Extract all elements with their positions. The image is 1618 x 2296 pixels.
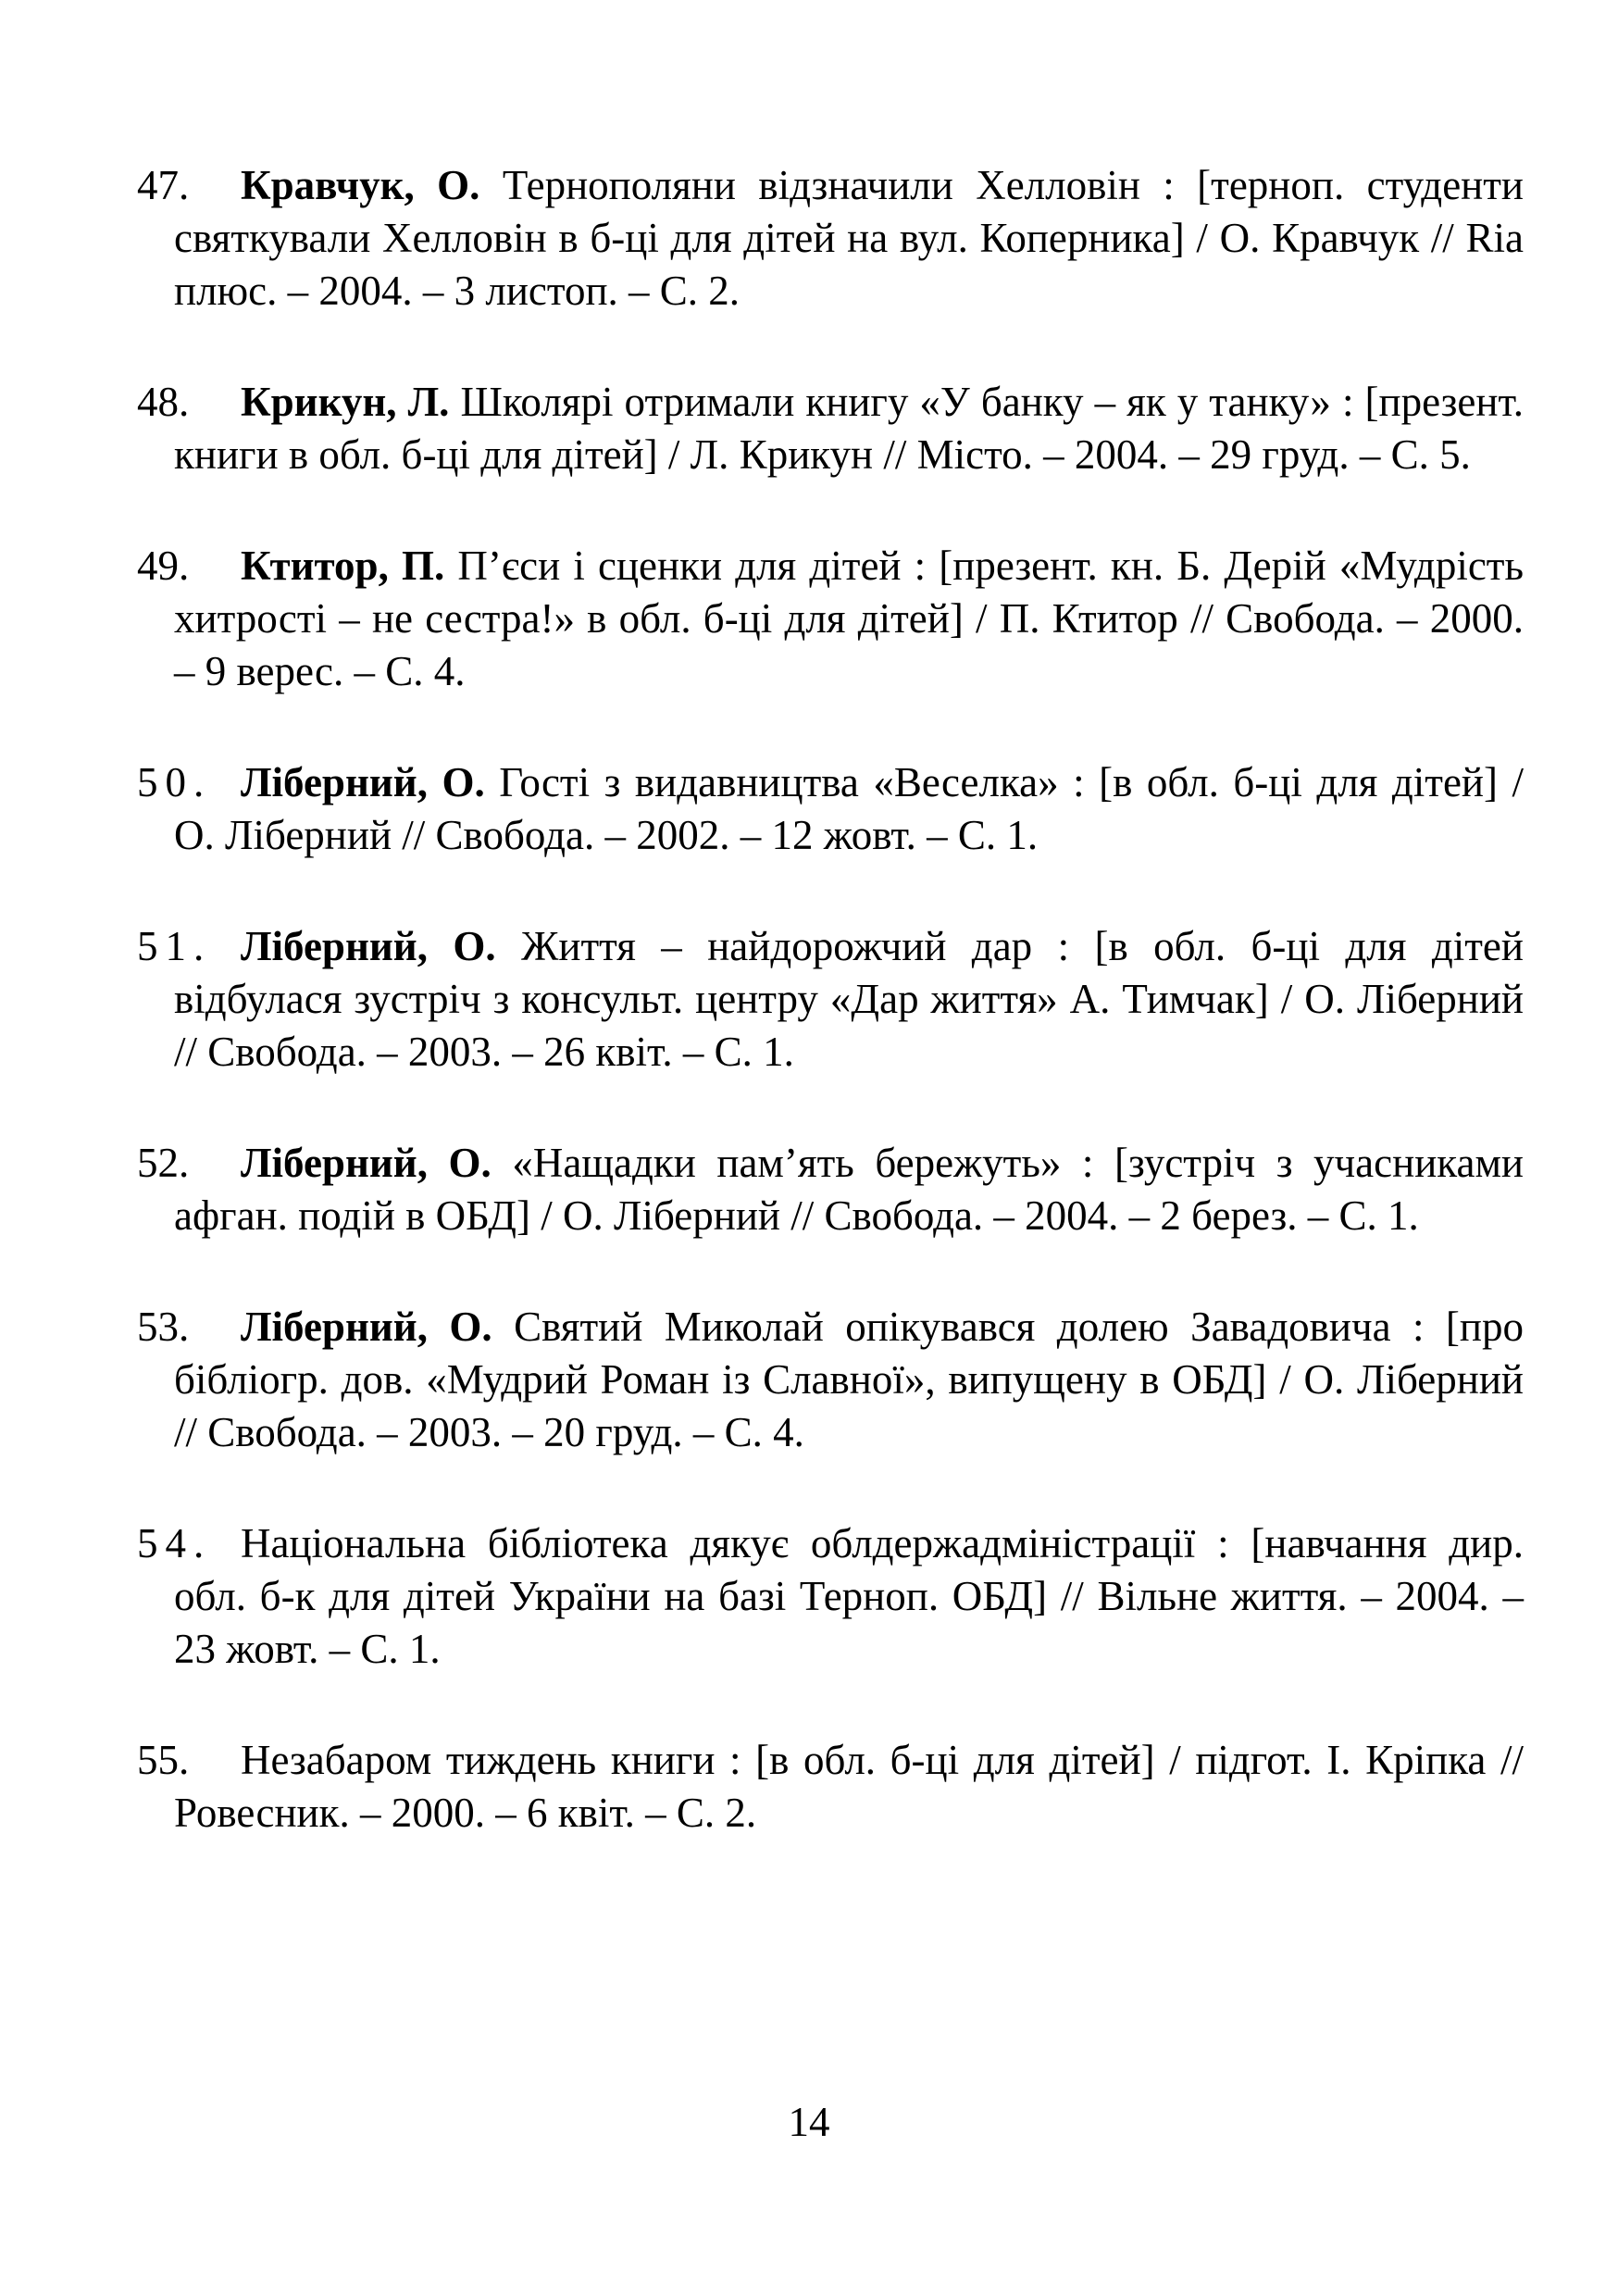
entry-text: Тернополяни відзначили Хелловін : [терноп. студенти святкували Хелловін в б-ці для дітей на вул. Коперника] / О. Кравчук // Ria плюс. – 2004. – 3 листоп. – С. 2. [174,162,1525,314]
entry-number: 49. [137,543,190,589]
bibliography-list [137,159,1524,1898]
page-number: 14 [788,2099,830,2145]
entry-number: 47. [137,162,190,208]
entry-author: Ктитор, П. [241,543,445,589]
bibliography-entry [137,159,1524,318]
entry-number: 54. [137,1520,212,1566]
entry-author: Кравчук, О. [241,162,480,208]
bibliography-entry [137,756,1524,862]
entry-number: 51. [137,923,212,969]
entry-text: Школярі отримали книгу «У банку – як у танку» : [презент. книги в обл. б-ці для дітей] / Л. Крикун // Місто. – 2004. – 29 груд. – С. 5. [174,379,1524,478]
bibliography-entry [137,920,1524,1079]
entry-text: Життя – найдорожчий дар : [в обл. б-ці для дітей відбулася зустріч з консульт. центру «Дар життя» А. Тимчак] / О. Ліберний // Свобода. – 2003. – 26 квіт. – С. 1. [174,923,1524,1075]
entry-text: П’єси і сценки для дітей : [презент. кн. Б. Дерій «Мудрість хитрості – не сестра!» в обл. б-ці для дітей] / П. Ктитор // Свобода. – 2000. – 9 верес. – С. 4. [174,543,1524,694]
entry-text: Національна бібліотека дякує облдержадміністрації : [навчання дир. обл. б-к для дітей України на базі Терноп. ОБД] // Вільне життя. – 2004. – 23 жовт. – С. 1. [174,1520,1524,1672]
entry-author: Ліберний, О. [241,923,496,969]
bibliography-entry [137,540,1524,698]
entry-number: 53. [137,1304,190,1350]
entry-number: 48. [137,379,190,425]
entry-author: Крикун, Л. [241,379,450,425]
bibliography-entry [137,1734,1524,1840]
entry-number: 55. [137,1737,190,1783]
entry-text: Святий Миколай опікувався долею Завадовича : [про бібліогр. дов. «Мудрий Роман із Славної», випущену в ОБД] / О. Ліберний // Свобода. – 2003. – 20 груд. – С. 4. [174,1304,1524,1455]
entry-author: Ліберний, О. [241,1140,492,1186]
entry-number: 50. [137,759,212,805]
bibliography-entry [137,376,1524,481]
entry-text: «Нащадки пам’ять бережуть» : [зустріч з учасниками афган. подій в ОБД] / О. Ліберний // Свобода. – 2004. – 2 берез. – С. 1. [174,1140,1525,1239]
entry-text: Незабаром тиждень книги : [в обл. б-ці для дітей] / підгот. І. Кріпка // Ровесник. – 2000. – 6 квіт. – С. 2. [174,1737,1524,1836]
entry-author: Ліберний, О. [241,1304,492,1350]
bibliography-entry [137,1517,1524,1676]
entry-text: Гості з видавництва «Веселка» : [в обл. б-ці для дітей] / О. Ліберний // Свобода. – 2002. – 12 жовт. – С. 1. [174,759,1525,858]
bibliography-entry [137,1137,1524,1242]
entry-number: 52. [137,1140,190,1186]
entry-author: Ліберний, О. [241,759,485,805]
bibliography-entry [137,1301,1524,1459]
